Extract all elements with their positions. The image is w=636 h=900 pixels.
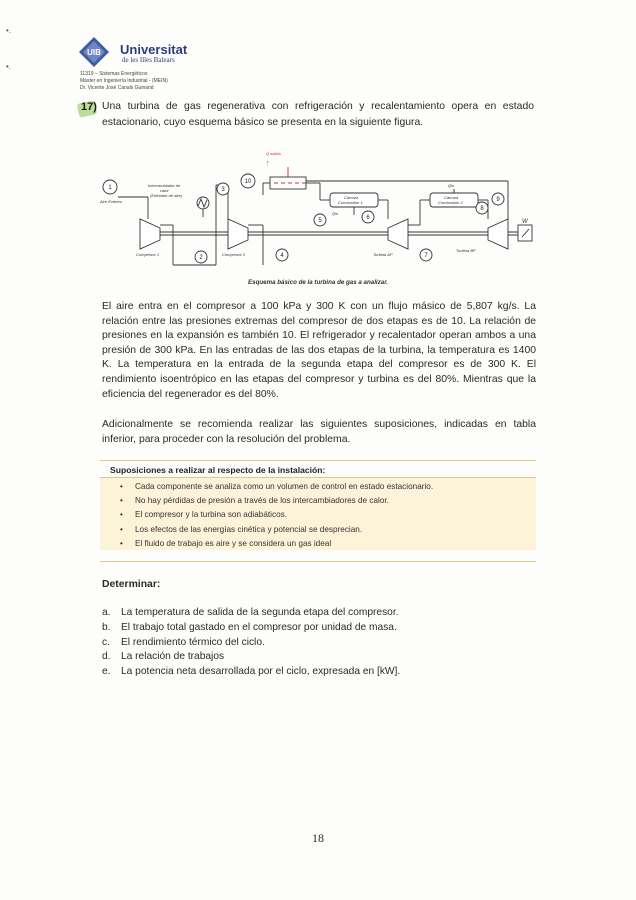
node-9-label: 9: [496, 197, 500, 203]
node-8-label: 8: [480, 206, 484, 212]
node-1-label: 1: [108, 185, 112, 191]
compresor1-label: Compresor 1: [136, 252, 160, 257]
page-number: 18: [312, 831, 324, 845]
turbina-ap-label: Turbina AP: [373, 252, 393, 257]
logo-text: UIB: [87, 48, 101, 57]
task-text: La temperatura de salida de la segunda etapa del compresor.: [121, 607, 399, 618]
task-item: [102, 636, 400, 651]
camara2-label-1: Cámara: [444, 195, 459, 200]
turbina-bp-label: Turbina BP: [456, 248, 476, 253]
intercooler-label-2: calor: [160, 188, 169, 193]
qin-label-1: Q̇in: [332, 211, 339, 216]
node-2-label: 2: [199, 255, 203, 261]
task-list: [102, 606, 400, 680]
camara1-label-1: Cámara: [344, 195, 359, 200]
camara1-label-2: Combustión 1: [338, 200, 363, 205]
question-number: [78, 100, 100, 118]
node-5-label: 5: [318, 218, 322, 224]
compresor2-label: Compresor 2: [222, 252, 246, 257]
gas-turbine-diagram: [98, 145, 538, 275]
task-text: La potencia neta desarrollada por el ciclo, expresada en [kW].: [121, 666, 401, 678]
task-text: El trabajo total gastado en el compresor por unidad de masa.: [121, 621, 397, 633]
task-item: [102, 606, 400, 621]
node-10-label: 10: [244, 179, 252, 185]
assumption-item: • Los efectos de las energías cinética y potencial se desprecian.: [120, 523, 433, 537]
question-number-text: 17): [81, 101, 97, 113]
university-subtitle: de les Illes Balears: [122, 56, 175, 64]
assumption-item: • El fluido de trabajo es aire y se considera un gas ideal: [120, 537, 433, 551]
task-letter: e.: [102, 666, 111, 678]
professor-name: Dr. Vicente José Canals Guinand: [80, 85, 154, 91]
task-item: [102, 665, 400, 680]
task-letter: c.: [102, 636, 110, 648]
task-item: [102, 621, 400, 636]
determine-title: Determinar:: [102, 579, 161, 590]
assumptions-intro: Adicionalmente se recomienda realizar las siguientes suposiciones, indicadas en tabla inferior, para proceder con la resolución del problema.: [102, 419, 536, 445]
task-letter: a.: [102, 607, 111, 618]
figure-caption: Esquema básico de la turbina de gas a analizar.: [248, 279, 388, 286]
task-letter: d.: [102, 651, 111, 663]
assumptions-title: Suposiciones a realizar al respecto de la instalación:: [110, 465, 326, 475]
intercooler-label-1: Intercambiador de: [148, 183, 181, 188]
assumptions-box: [100, 460, 536, 562]
node-6-label: 6: [366, 215, 370, 221]
task-letter: b.: [102, 621, 111, 633]
node-7-label: 7: [424, 253, 428, 259]
node-4-label: 4: [280, 253, 284, 259]
university-name: Universitat: [120, 42, 188, 57]
uib-logo: [78, 36, 110, 68]
scan-speck: •.: [6, 62, 12, 71]
task-item: [102, 650, 400, 665]
task-text: La relación de trabajos: [121, 651, 225, 663]
degree-name: Máster en Ingeniería Industrial - (MEIN): [80, 78, 168, 84]
q-out-arrow: ↑: [266, 160, 270, 167]
aire-exterior-label: Aire Exterior: [100, 199, 123, 204]
task-text: El rendimiento térmico del ciclo.: [121, 636, 265, 648]
qin-label-2: Q̇in: [448, 183, 455, 188]
problem-statement: El aire entra en el compresor a 100 kPa y 300 K con un flujo másico de 5,807 kg/s. La relación entre las presiones extremas del compresor de dos etapas es de 10. La relación de presiones en la expansión es también 10. El refrigerador y recalentador operan ambos a una presión de 300 kPa. En las entradas de las dos etapas de la turbina, la temperatura es 1400 K. La temperatura en la entrada de la segunda etapa del compresor es de 300 K. El rendimiento isoentrópico en las etapas del compresor y turbina es del 80%. Mientras que la eficiencia del regenerador es del 80%.: [102, 301, 536, 400]
assumption-item: • No hay pérdidas de presión a través de los intercambiadores de calor.: [120, 494, 433, 508]
node-3-label: 3: [221, 187, 225, 193]
assumption-item: • El compresor y la turbina son adiabáticos.: [120, 508, 433, 522]
assumptions-list: [120, 480, 433, 551]
camara2-label-2: Combustión 2: [438, 200, 463, 205]
intercooler-label-3: (Enfriador de aire): [150, 193, 183, 198]
course-code: 11319 – Sistemas Energéticos: [80, 71, 148, 77]
scan-speck: •.: [6, 26, 12, 35]
q-out-label: Q salida: [266, 151, 281, 156]
work-label: W: [522, 219, 528, 225]
assumption-item: • Cada componente se analiza como un volumen de control en estado estacionario.: [120, 480, 433, 494]
question-intro: Una turbina de gas regenerativa con refrigeración y recalentamiento opera en estado estacionario, cuyo esquema básico se presenta en la siguiente figura.: [102, 101, 534, 128]
